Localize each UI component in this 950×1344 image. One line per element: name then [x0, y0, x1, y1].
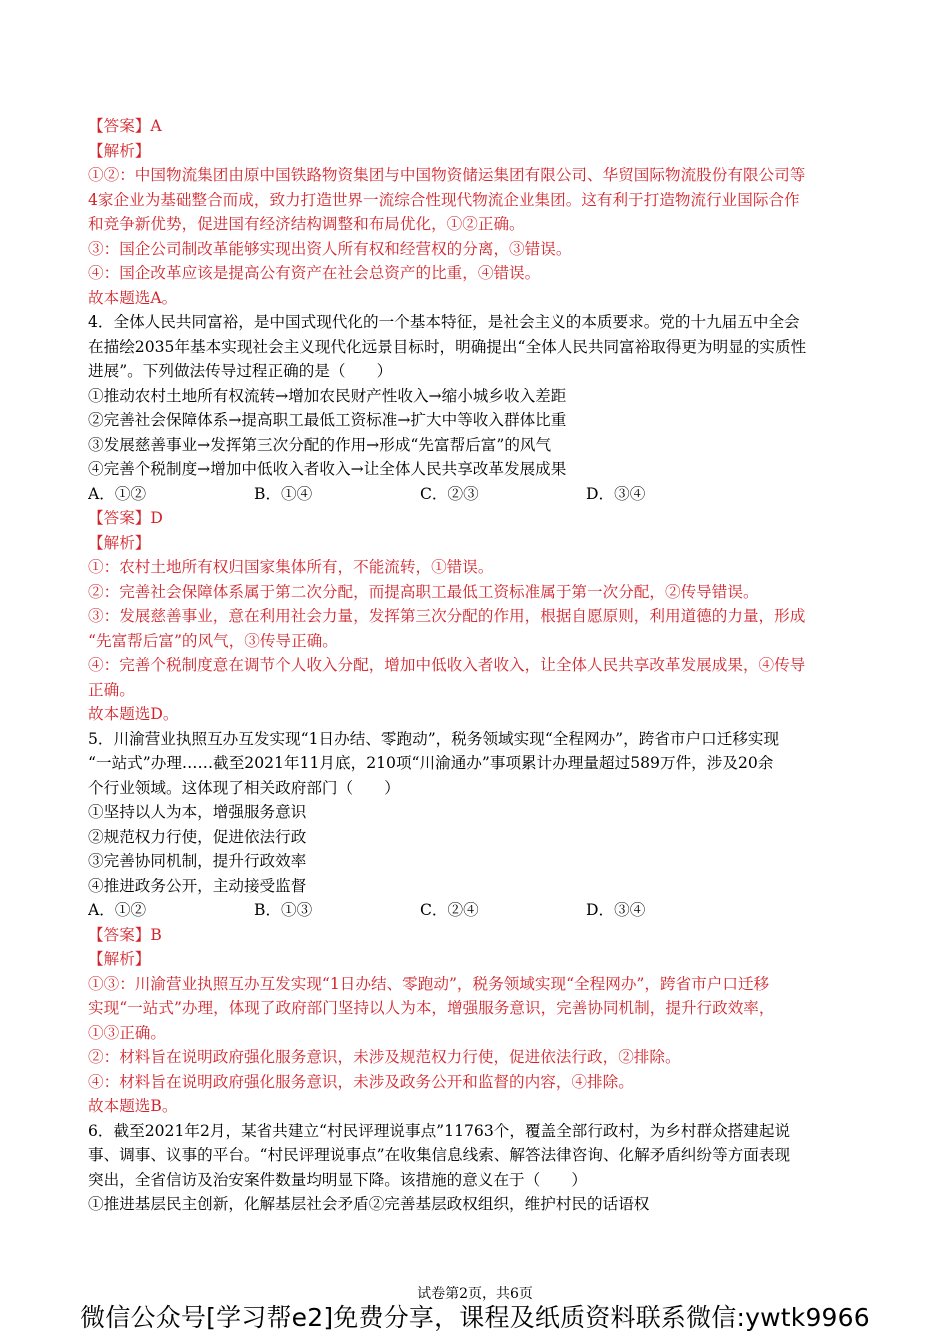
q4-options [88, 482, 868, 507]
q5-analysis-label: 【解析】 [88, 950, 151, 968]
q4-item: ①推动农村土地所有权流转→增加农民财产性收入→缩小城乡收入差距 [88, 386, 567, 405]
q5-option-a: A．①② [88, 901, 147, 919]
q5-item: ①坚持以人为本，增强服务意识 [88, 803, 307, 821]
q4-answer: 【答案】D [88, 509, 163, 527]
page-content [88, 114, 868, 1217]
q5-option-b: B．①③ [254, 901, 313, 919]
q5-analysis-line: ②：材料旨在说明政府强化服务意识，未涉及规范权力行使，促进依法行政，②排除。 [88, 1048, 681, 1066]
q4-item: ④完善个税制度→增加中低收入者收入→让全体人民共享改革发展成果 [88, 460, 567, 478]
q5-item: ②规范权力行使，促进依法行政 [88, 827, 307, 846]
q4-option-d: D．③④ [586, 484, 646, 503]
q4-analysis-line: ④：完善个税制度意在调节个人收入分配，增加中低收入者收入，让全体人民共享改革发展成果，④传导 [88, 656, 806, 674]
q3-analysis-line: 4家企业为基础整合而成，致力打造世界一流综合性现代物流企业集团。这有利于打造物流行业国际合作 [88, 190, 800, 209]
q5-stem: 个行业领域。这体现了相关政府部门（ ） [88, 778, 400, 797]
q3-analysis-line: ④：国企改革应该是提高公有资产在社会总资产的比重，④错误。 [88, 264, 541, 282]
q6-stem: 6．截至2021年2月，某省共建立“村民评理说事点”11763个，覆盖全部行政村，为乡村群众搭建起说 [88, 1121, 791, 1140]
q5-analysis-line: 实现“一站式”办理，体现了政府部门坚持以人为本，增强服务意识，完善协同机制，提升行政效率， [88, 999, 775, 1017]
q4-item: ②完善社会保障体系→提高职工最低工资标准→扩大中等收入群体比重 [88, 411, 567, 429]
q4-analysis-line: ①：农村土地所有权归国家集体所有，不能流转，①错误。 [88, 558, 494, 576]
q5-answer: 【答案】B [88, 925, 162, 944]
q3-analysis-line: 和竞争新优势，促进国有经济结构调整和布局优化，①②正确。 [88, 215, 525, 233]
footer-watermark-text: 微信公众号[学习帮e2]免费分享，课程及纸质资料联系微信:ywtk9966 [80, 1303, 870, 1332]
q3-answer: 【答案】A [88, 117, 162, 135]
q5-analysis-line: ①③：川渝营业执照互办互发实现“1日办结、零跑动”，税务领域实现“全程网办”，跨省市户口迁移 [88, 974, 770, 993]
q4-item: ③发展慈善事业→发挥第三次分配的作用→形成“先富帮后富”的风气 [88, 435, 552, 454]
q4-option-b: B．①④ [254, 484, 313, 503]
q5-stem: “一站式”办理……截至2021年11月底，210项“川渝通办”事项累计办理量超过589万件，涉及20余 [88, 754, 774, 772]
q3-conclusion: 故本题选A。 [88, 288, 178, 307]
q5-option-c: C．②④ [420, 901, 479, 919]
q4-stem: 在描绘2035年基本实现社会主义现代化远景目标时，明确提出“全体人民共同富裕取得更为明显的实质性 [88, 337, 807, 356]
q5-item: ③完善协同机制，提升行政效率 [88, 852, 307, 870]
page-number: 试卷第2页，共6页 [417, 1286, 533, 1302]
q3-analysis-line: ③：国企公司制改革能够实现出资人所有权和经营权的分离，③错误。 [88, 239, 572, 258]
q4-stem: 4．全体人民共同富裕，是中国式现代化的一个基本特征，是社会主义的本质要求。党的十九届五中全会 [88, 313, 800, 331]
q4-analysis-line: “先富帮后富”的风气，③传导正确。 [88, 631, 338, 650]
q5-stem: 5．川渝营业执照互办互发实现“1日办结、零跑动”，税务领域实现“全程网办”，跨省市户口迁移实现 [88, 729, 780, 748]
q6-item: ①推进基层民主创新，化解基层社会矛盾②完善基层政权组织，维护村民的话语权 [88, 1195, 650, 1213]
q4-stem: 进展”。下列做法传导过程正确的是（ ） [88, 362, 393, 380]
q6-stem: 突出，全省信访及治安案件数量均明显下降。该措施的意义在于（ ） [88, 1170, 588, 1189]
q3-analysis-line: ①②：中国物流集团由原中国铁路物资集团与中国物资储运集团有限公司、华贸国际物流股份有限公司等 [88, 166, 806, 184]
q3-analysis-label: 【解析】 [88, 141, 151, 160]
q5-analysis-line: ①③正确。 [88, 1023, 166, 1042]
q6-stem: 事、调事、议事的平台。“村民评理说事点”在收集信息线索、解答法律咨询、化解矛盾纠纷等方面表现 [88, 1146, 791, 1164]
q4-analysis-label: 【解析】 [88, 533, 151, 552]
q4-option-a: A．①② [88, 484, 147, 503]
q4-option-c: C．②③ [420, 484, 479, 503]
q5-option-d: D．③④ [586, 901, 646, 919]
q5-analysis-line: ④：材料旨在说明政府强化服务意识，未涉及政务公开和监督的内容，④排除。 [88, 1072, 634, 1091]
q5-conclusion: 故本题选B。 [88, 1097, 178, 1115]
q4-conclusion: 故本题选D。 [88, 705, 179, 723]
q4-analysis-line: 正确。 [88, 680, 135, 699]
q5-options [88, 898, 868, 923]
q4-analysis-line: ③：发展慈善事业，意在利用社会力量，发挥第三次分配的作用，根据自愿原则，利用道德的力量，形成 [88, 607, 806, 625]
q5-item: ④推进政务公开，主动接受监督 [88, 876, 307, 895]
q4-analysis-line: ②：完善社会保障体系属于第二次分配，而提高职工最低工资标准属于第一次分配，②传导错误。 [88, 582, 759, 601]
